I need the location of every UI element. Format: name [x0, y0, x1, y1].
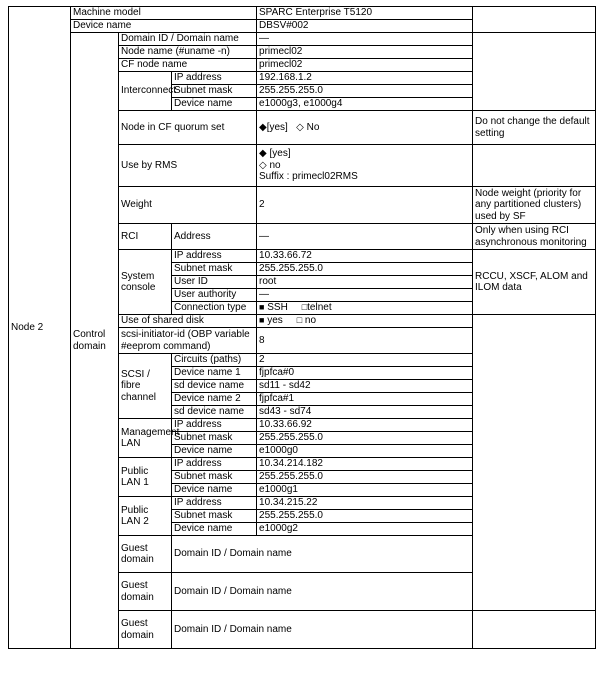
node-name-label: Node name (#uname -n) [119, 46, 257, 59]
interconnect-subnet-value: 255.255.255.0 [257, 85, 473, 98]
publan2-device-value: e1000g2 [257, 523, 473, 536]
shared-disk-label: Use of shared disk [119, 315, 257, 328]
use-by-rms-suffix: Suffix : primecl02RMS [259, 171, 358, 183]
publan1-subnet-label: Subnet mask [172, 471, 257, 484]
cf-node-name-label: CF node name [119, 59, 257, 72]
guest-domain-label: Guest domain [119, 536, 172, 573]
console-user-id-value: root [257, 276, 473, 289]
device-name-label: Device name [71, 20, 257, 33]
public-lan-1-label: Public LAN 1 [119, 458, 172, 497]
cf-node-name-value: primecl02 [257, 59, 473, 72]
publan1-subnet-value: 255.255.255.0 [257, 471, 473, 484]
connection-type-label: Connection type [172, 302, 257, 315]
node-configuration-table [8, 6, 596, 649]
guest-domain-id-value [473, 611, 596, 649]
control-domain-label: Control domain [71, 33, 119, 649]
weight-value: 2 [257, 187, 473, 224]
mgmt-subnet-label: Subnet mask [172, 432, 257, 445]
system-console-note: RCCU, XSCF, ALOM and ILOM data [473, 250, 596, 315]
shared-disk-no-option: no [304, 315, 317, 327]
empty-box-icon: □ [296, 315, 303, 326]
interconnect-subnet-label: Subnet mask [172, 85, 257, 98]
console-subnet-value: 255.255.255.0 [257, 263, 473, 276]
publan1-ip-value: 10.34.214.182 [257, 458, 473, 471]
checked-box-icon: ■ [259, 302, 265, 313]
rci-address-value: — [257, 224, 473, 250]
publan2-ip-value: 10.34.215.22 [257, 497, 473, 510]
use-by-rms-value [257, 145, 473, 187]
use-by-rms-no-option: ◇ no [259, 159, 281, 171]
scsi-fibre-label: SCSI / fibre channel [119, 354, 172, 419]
device-name-1-label: Device name 1 [172, 367, 257, 380]
connection-telnet-option: telnet [307, 302, 332, 314]
cf-quorum-note: Do not change the default setting [473, 111, 596, 145]
rci-address-label: Address [172, 224, 257, 250]
use-by-rms-yes-option: ◆ [yes] [259, 148, 291, 160]
mgmt-ip-label: IP address [172, 419, 257, 432]
guest-domain-id-label: Domain ID / Domain name [172, 536, 473, 573]
mgmt-ip-value: 10.33.66.92 [257, 419, 473, 432]
node-label: Node 2 [9, 7, 71, 649]
device-name-value: DBSV#002 [257, 20, 473, 33]
publan2-ip-label: IP address [172, 497, 257, 510]
cf-quorum-yes-option: ◆[yes] [259, 121, 288, 133]
machine-model-value: SPARC Enterprise T5120 [257, 7, 473, 20]
mgmt-device-value: e1000g0 [257, 445, 473, 458]
empty-box-icon: □ [301, 302, 308, 313]
sd-device-name-2-value: sd43 - sd74 [257, 406, 473, 419]
management-lan-label: Management LAN [119, 419, 172, 458]
public-lan-2-label: Public LAN 2 [119, 497, 172, 536]
publan1-ip-label: IP address [172, 458, 257, 471]
interconnect-ip-label: IP address [172, 72, 257, 85]
publan2-subnet-label: Subnet mask [172, 510, 257, 523]
connection-ssh-option: SSH [267, 302, 288, 314]
scsi-initiator-value: 8 [257, 328, 473, 354]
node-name-value: primecl02 [257, 46, 473, 59]
sd-device-name-1-value: sd11 - sd42 [257, 380, 473, 393]
cf-quorum-label: Node in CF quorum set [119, 111, 257, 145]
console-ip-label: IP address [172, 250, 257, 263]
cf-quorum-value [257, 111, 473, 145]
circuits-value: 2 [257, 354, 473, 367]
guest-domain-id-label: Domain ID / Domain name [172, 611, 473, 649]
rci-note: Only when using RCI asynchronous monitoring [473, 224, 596, 250]
mgmt-subnet-value: 255.255.255.0 [257, 432, 473, 445]
shared-disk-yes-option: yes [267, 315, 283, 327]
connection-type-value [257, 302, 473, 315]
interconnect-device-label: Device name [172, 98, 257, 111]
system-console-label: System console [119, 250, 172, 315]
sd-device-name-1-label: sd device name [172, 380, 257, 393]
console-user-authority-label: User authority [172, 289, 257, 302]
weight-label: Weight [119, 187, 257, 224]
mgmt-device-label: Device name [172, 445, 257, 458]
publan1-device-label: Device name [172, 484, 257, 497]
guest-domain-id-label: Domain ID / Domain name [172, 573, 473, 611]
device-name-2-label: Device name 2 [172, 393, 257, 406]
checked-box-icon: ■ [259, 315, 265, 326]
domain-id-label: Domain ID / Domain name [119, 33, 257, 46]
domain-id-value: — [257, 33, 473, 46]
publan2-device-label: Device name [172, 523, 257, 536]
console-ip-value: 10.33.66.72 [257, 250, 473, 263]
publan2-subnet-value: 255.255.255.0 [257, 510, 473, 523]
console-subnet-label: Subnet mask [172, 263, 257, 276]
shared-disk-value [257, 315, 473, 328]
cf-quorum-no-option: ◇ No [296, 121, 320, 133]
device-name-1-value: fjpfca#0 [257, 367, 473, 380]
interconnect-device-value: e1000g3, e1000g4 [257, 98, 473, 111]
machine-model-label: Machine model [71, 7, 257, 20]
weight-note: Node weight (priority for any partitioned clusters) used by SF [473, 187, 596, 224]
rci-label: RCI [119, 224, 172, 250]
console-user-authority-value: — [257, 289, 473, 302]
interconnect-ip-value: 192.168.1.2 [257, 72, 473, 85]
guest-domain-label: Guest domain [119, 573, 172, 611]
publan1-device-value: e1000g1 [257, 484, 473, 497]
scsi-initiator-label: scsi-initiator-id (OBP variable #eeprom command) [119, 328, 257, 354]
circuits-label: Circuits (paths) [172, 354, 257, 367]
guest-domain-label: Guest domain [119, 611, 172, 649]
device-name-2-value: fjpfca#1 [257, 393, 473, 406]
sd-device-name-2-label: sd device name [172, 406, 257, 419]
interconnect-label: Interconnect [119, 72, 172, 111]
use-by-rms-label: Use by RMS [119, 145, 257, 187]
console-user-id-label: User ID [172, 276, 257, 289]
